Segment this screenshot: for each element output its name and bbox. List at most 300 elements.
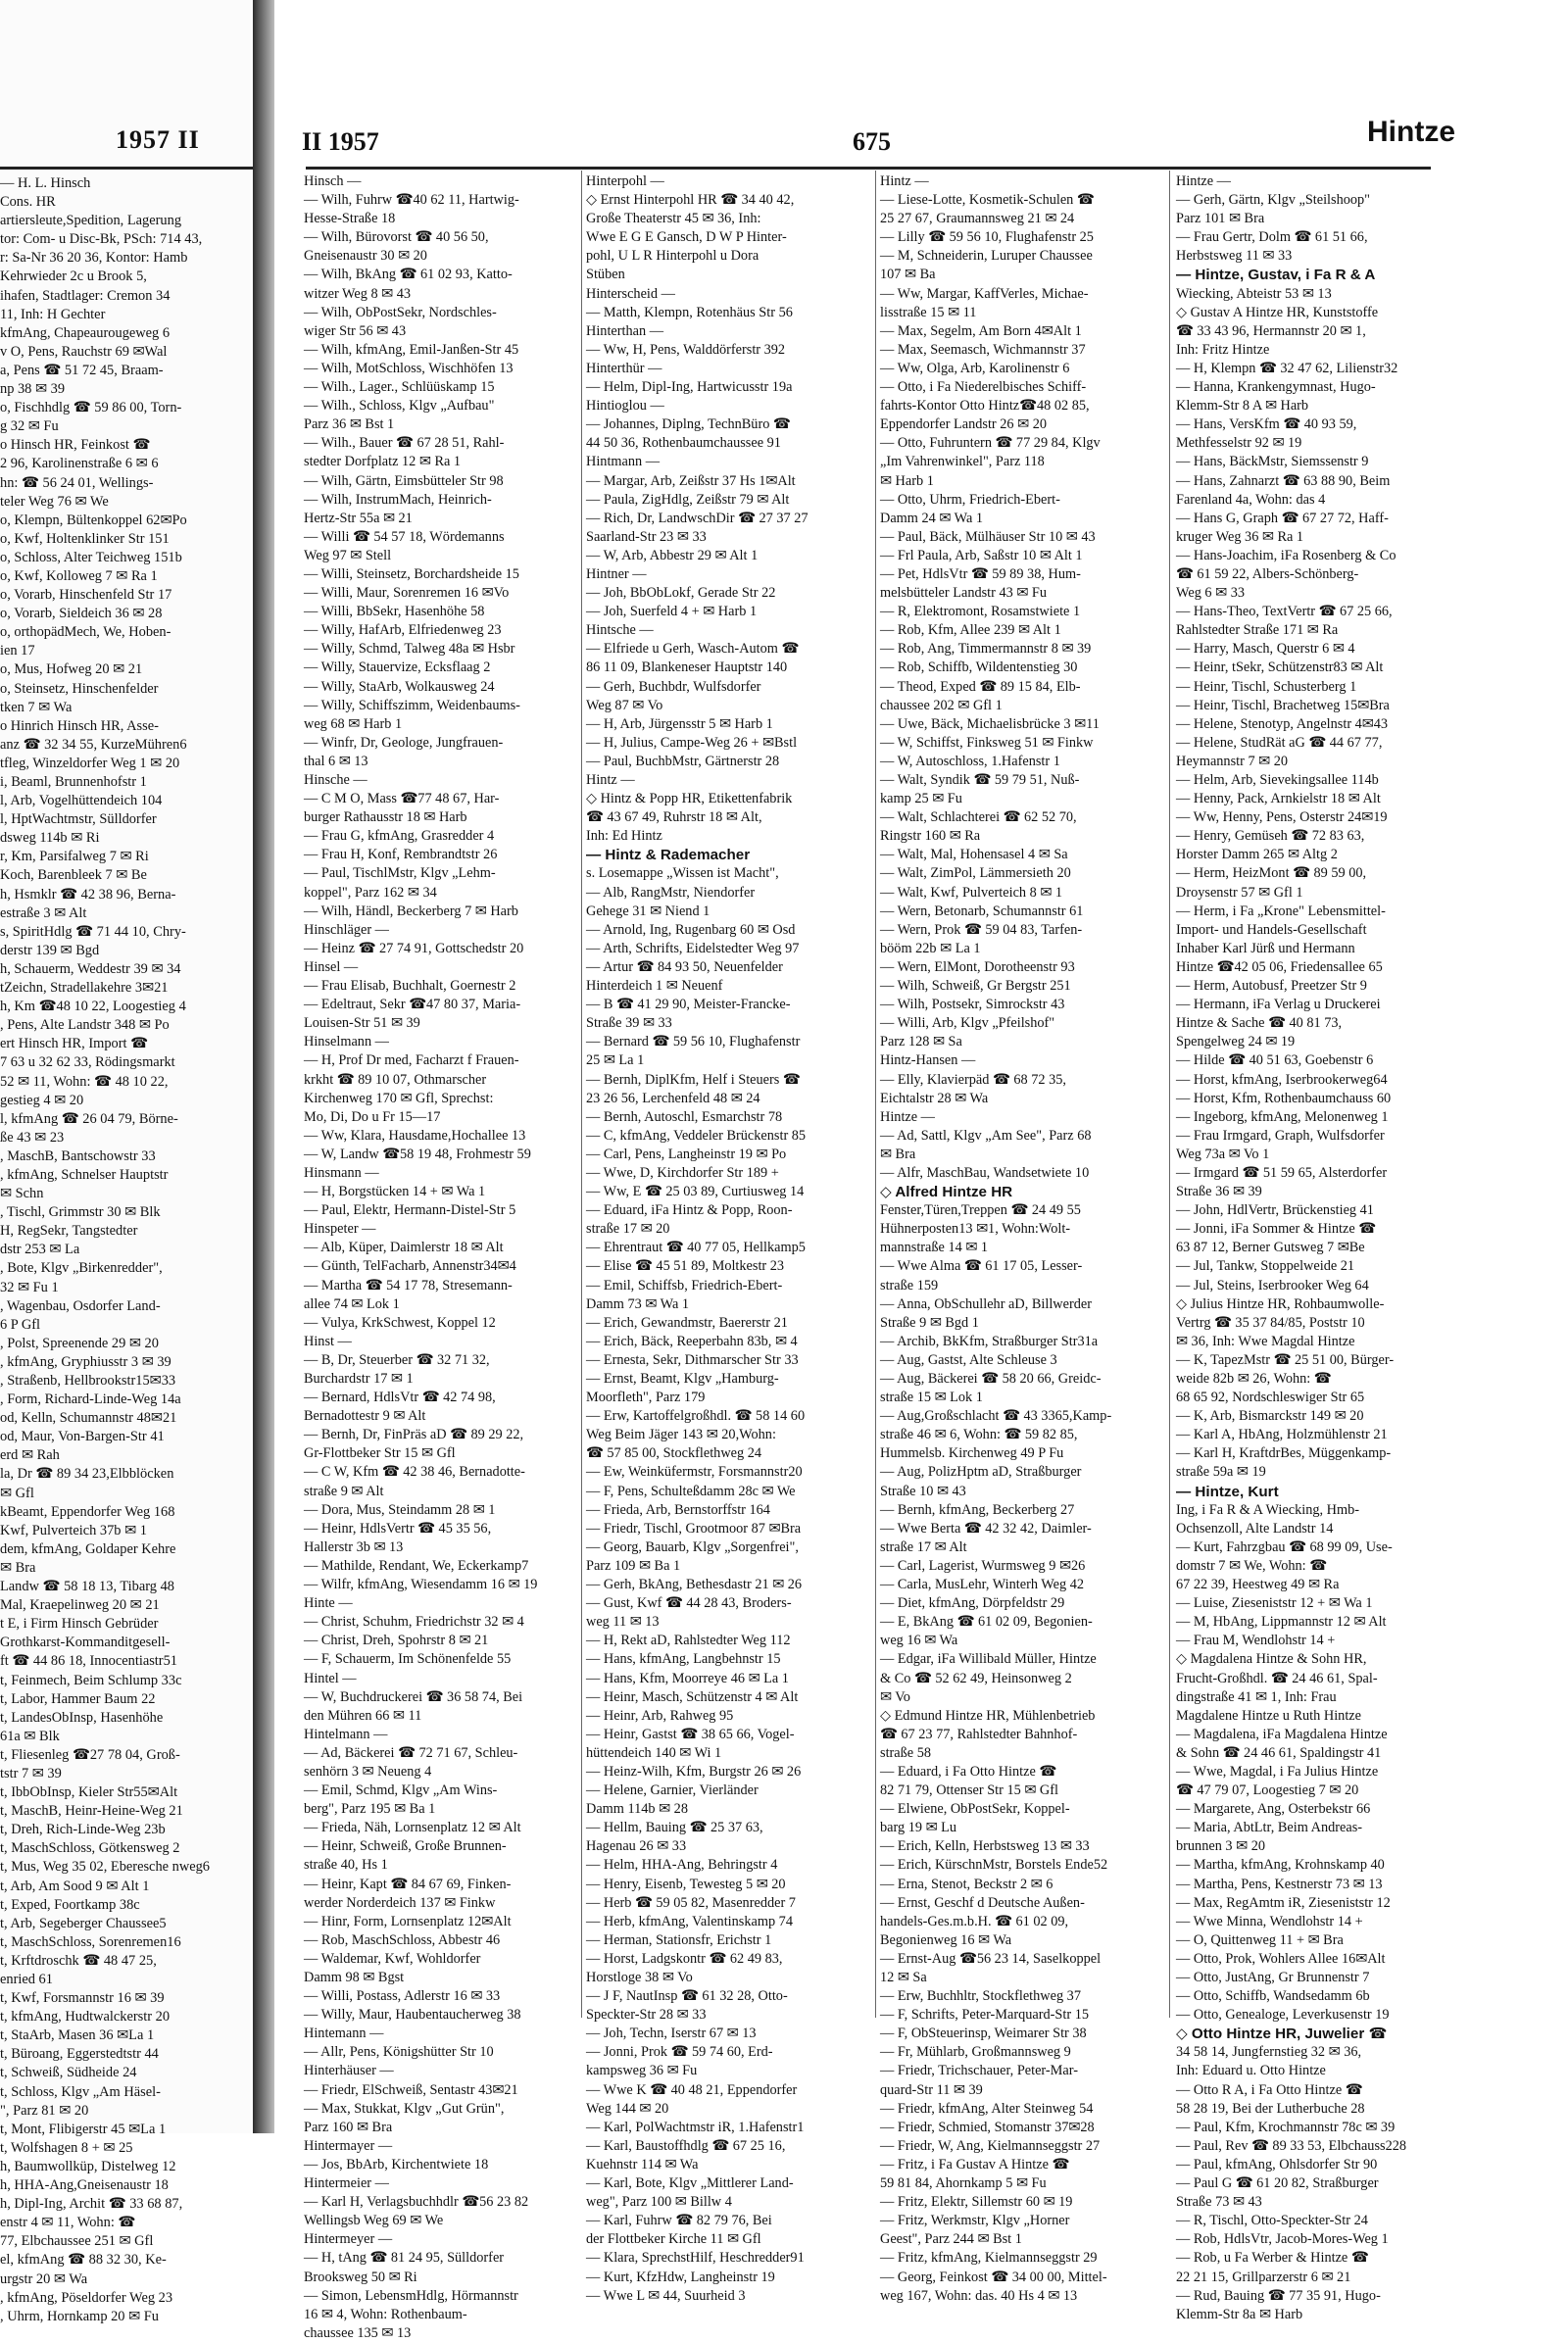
directory-entry-line: t E, i Firm Hinsch Gebrüder	[0, 1616, 159, 1633]
directory-entry-line: Hinte —	[304, 1595, 353, 1612]
directory-entry-line: o Hinrich Hinsch HR, Asse-	[0, 717, 159, 734]
directory-entry-line: Heymannstr 7 ✉ 20	[1176, 753, 1289, 769]
directory-entry-line: — Henry, Gemüseh ☎ 72 83 63,	[1176, 828, 1365, 845]
directory-entry-line: — K, TapezMstr ☎ 25 51 00, Bürger-	[1176, 1351, 1395, 1368]
directory-entry-line: t, Arb, Am Sood 9 ✉ Alt 1	[0, 1878, 150, 1894]
directory-entry-line: — M, HbAng, Lippmannstr 12 ✉ Alt	[1176, 1614, 1387, 1631]
directory-entry-line: 58 28 19, Bei der Lutherbuche 28	[1176, 2100, 1365, 2117]
directory-entry-line: ✉ 36, Inh: Wwe Magdal Hintze	[1176, 1333, 1355, 1349]
directory-entry-line: — Paul G ☎ 61 20 82, Straßburger	[1176, 2175, 1379, 2192]
directory-entry-line: Begonienweg 16 ✉ Wa	[880, 1931, 1012, 1948]
column-divider	[875, 171, 876, 2018]
left-page-header: 1957 II	[116, 125, 200, 154]
directory-entry-line: — Ernst-Aug ☎56 23 14, Saselkoppel	[880, 1950, 1102, 1967]
directory-entry-line: — Hans-Joachim, iFa Rosenberg & Co	[1176, 547, 1396, 563]
directory-entry-line: — Heinr, tSekr, Schützenstr83 ✉ Alt	[1176, 659, 1384, 676]
directory-entry-line: — Alb, RangMstr, Niendorfer	[586, 884, 756, 901]
directory-entry-line: kamp 25 ✉ Fu	[880, 791, 962, 807]
directory-entry-line: — Carla, MusLehr, Winterh Weg 42	[880, 1577, 1085, 1593]
directory-entry-line: t, kfmAng, Hudtwalckerstr 20	[0, 2009, 171, 2026]
directory-entry-line: — Otto, JustAng, Gr Brunnenstr 7	[1176, 1970, 1370, 1985]
directory-entry-line: Horstloge 38 ✉ Vo	[586, 1970, 693, 1985]
directory-entry-line: straße 159	[880, 1277, 939, 1294]
directory-entry-line: — Wilh., Bauer ☎ 67 28 51, Rahl-	[304, 435, 505, 452]
directory-entry-line: — Fritz, Werkmstr, Klgv „Horner	[880, 2213, 1070, 2229]
directory-entry-line: — Willy, Maur, Haubentaucherweg 38	[304, 2007, 521, 2024]
directory-entry-line: Damm 73 ✉ Wa 1	[586, 1295, 690, 1312]
directory-entry-line: o, Kwf, Kolloweg 7 ✉ Ra 1	[0, 567, 158, 584]
directory-entry-line: — F, ObSteuerinsp, Weimarer Str 38	[880, 2026, 1087, 2042]
directory-entry-line: — Christ, Schuhm, Friedrichstr 32 ✉ 4	[304, 1614, 524, 1631]
directory-entry-line: chaussee 135 ✉ 13	[304, 2324, 412, 2341]
directory-entry-line: 7 63 u 32 62 33, Rödingsmarkt	[0, 1054, 175, 1071]
directory-entry-line: — Wwe L ✉ 44, Suurheid 3	[586, 2287, 746, 2304]
directory-entry-line: o, Kwf, Holtenklinker Str 151	[0, 530, 170, 547]
directory-entry-line: — Elly, Klavierpäd ☎ 68 72 35,	[880, 1071, 1066, 1088]
directory-entry-line: Geest", Parz 244 ✉ Bst 1	[880, 2231, 1022, 2248]
directory-entry-line: — Friedr, Tischl, Grootmoor 87 ✉Bra	[586, 1520, 802, 1537]
directory-entry-line: 16 ✉ 4, Wohn: Rothenbaum-	[304, 2306, 467, 2322]
directory-entry-line: Parz 109 ✉ Ba 1	[586, 1557, 681, 1574]
page-number: 675	[853, 127, 891, 156]
directory-entry-line: — Frau H, Konf, Rembrandtstr 26	[304, 847, 498, 863]
directory-entry-line: urgstr 20 ✉ Wa	[0, 2270, 88, 2287]
directory-entry-line: — Wilh, Schweiß, Gr Bergstr 251	[880, 978, 1071, 995]
directory-entry-line: — Frl Paula, Arb, Saßstr 10 ✉ Alt 1	[880, 547, 1083, 563]
directory-entry-line: — Friedr, ElSchweiß, Sentastr 43✉21	[304, 2081, 518, 2098]
directory-entry-line: np 38 ✉ 39	[0, 381, 66, 398]
directory-entry-line: thal 6 ✉ 13	[304, 753, 368, 769]
directory-entry-line: — Wern, Prok ☎ 59 04 83, Tarfen-	[880, 921, 1083, 938]
directory-entry-line: ✉ Bra	[880, 1146, 916, 1162]
directory-entry-line: — Vulya, KrkSchwest, Koppel 12	[304, 1314, 496, 1331]
directory-entry-line: Hintmann —	[586, 454, 661, 470]
directory-entry-line: 23 26 56, Lerchenfeld 48 ✉ 24	[586, 1090, 760, 1106]
directory-entry-line: — Otto, Prok, Wohlers Allee 16✉Alt	[1176, 1950, 1386, 1967]
directory-entry-line: t, Krftdroschk ☎ 48 47 25,	[0, 1952, 157, 1969]
directory-entry-line: — Helm, Dipl-Ing, Hartwicusstr 19a	[586, 379, 793, 396]
directory-entry-line: straße 59a ✉ 19	[1176, 1464, 1266, 1481]
directory-entry-line: Straße 36 ✉ 39	[1176, 1184, 1262, 1200]
directory-entry-line: — H, Prof Dr med, Facharzt f Frauen-	[304, 1052, 519, 1069]
directory-entry-line: Magdalene Hintze u Ruth Hintze	[1176, 1707, 1361, 1724]
directory-entry-line: Gehege 31 ✉ Niend 1	[586, 903, 710, 919]
directory-entry-line: o, orthopädMech, We, Hoben-	[0, 624, 172, 641]
directory-entry-line: — Frau M, Wendlohstr 14 +	[1176, 1633, 1336, 1649]
directory-entry-line: straße 15 ✉ Lok 1	[880, 1390, 983, 1406]
directory-entry-line: Frucht-Großhdl. ☎ 24 46 61, Spal-	[1176, 1670, 1378, 1686]
directory-entry-line: ◇ Gustav A Hintze HR, Kunststoffe	[1176, 304, 1379, 320]
directory-entry-line: kfmAng, Chapeaurougeweg 6	[0, 324, 171, 341]
directory-entry-line: — Aug, Gastst, Alte Schleuse 3	[880, 1351, 1057, 1368]
directory-entry-line: Hesse-Straße 18	[304, 211, 396, 227]
directory-entry-line: Weg 144 ✉ 20	[586, 2100, 669, 2117]
directory-entry-line: Moorfleth", Parz 179	[586, 1390, 706, 1406]
directory-entry-line: — Irmgard ☎ 51 59 65, Alsterdorfer	[1176, 1164, 1388, 1181]
directory-entry-line: Gr-Flottbeker Str 15 ✉ Gfl	[304, 1445, 456, 1462]
directory-entry-line: Hinsche —	[304, 772, 368, 788]
directory-entry-line: straße 17 ✉ 20	[586, 1221, 670, 1238]
directory-entry-line: ◇ Otto Hintze HR, Juwelier ☎	[1176, 2026, 1388, 2043]
directory-entry-line: kBeamt, Eppendorfer Weg 168	[0, 1503, 175, 1520]
directory-entry-line: — F, Schrifts, Peter-Marquard-Str 15	[880, 2007, 1089, 2024]
directory-entry-line: od, Maur, Von-Bargen-Str 41	[0, 1429, 165, 1445]
directory-entry-line: — Rob, u Fa Werber & Hintze ☎	[1176, 2250, 1369, 2267]
directory-entry-line: Hintze ☎42 05 06, Friedensallee 65	[1176, 958, 1383, 975]
directory-entry-line: ◇ Julius Hintze HR, Rohbaumwolle-	[1176, 1295, 1385, 1312]
directory-entry-line: tZeichn, Stradellakehre 3✉21	[0, 980, 169, 997]
directory-entry-line: — Herman, Stationsfr, Erichstr 1	[586, 1931, 772, 1948]
directory-entry-line: el, kfmAng ☎ 88 32 30, Ke-	[0, 2252, 167, 2269]
directory-entry-line: — E, BkAng ☎ 61 02 09, Begonien-	[880, 1614, 1093, 1631]
directory-entry-line: — Friedr, Trichschauer, Peter-Mar-	[880, 2063, 1078, 2079]
directory-entry-line: — Mathilde, Rendant, We, Eckerkamp7	[304, 1557, 529, 1574]
directory-entry-line: — Johannes, Diplng, TechnBüro ☎	[586, 416, 791, 433]
directory-entry-line: — Fritz, Elektr, Sillemstr 60 ✉ 19	[880, 2194, 1073, 2211]
directory-entry-line: — Karl, Bote, Klgv „Mittlerer Land-	[586, 2175, 794, 2192]
directory-entry-line: — Wilh, Postsekr, Simrockstr 43	[880, 997, 1065, 1013]
directory-entry-line: 52 ✉ 11, Wohn: ☎ 48 10 22,	[0, 1073, 169, 1090]
directory-entry-line: — Ernst, Geschf d Deutsche Außen-	[880, 1894, 1085, 1911]
directory-entry-line: — Herb, kfmAng, Valentinskamp 74	[586, 1913, 793, 1929]
directory-entry-line: ✉ Gfl	[0, 1485, 34, 1501]
directory-entry-line: — Maria, AbtLtr, Beim Andreas-	[1176, 1820, 1363, 1836]
directory-entry-line: t, Wolfshagen 8 + ✉ 25	[0, 2139, 133, 2156]
directory-entry-line: Mal, Kraepelinweg 20 ✉ 21	[0, 1597, 160, 1614]
directory-entry-line: — Walt, Kwf, Pulverteich 8 ✉ 1	[880, 884, 1063, 901]
directory-entry-line: ert Hinsch HR, Import ☎	[0, 1036, 149, 1052]
directory-entry-line: — H, Julius, Campe-Weg 26 + ✉Bstl	[586, 734, 798, 751]
directory-entry-line: Hintze & Sache ☎ 40 81 73,	[1176, 1015, 1343, 1032]
directory-entry-line: , kfmAng, Schnelser Hauptstr	[0, 1166, 169, 1183]
directory-entry-line: — Georg, Bauarb, Klgv „Sorgenfrei",	[586, 1538, 799, 1555]
directory-entry-line: weide 82b ✉ 26, Wohn: ☎	[1176, 1371, 1332, 1387]
directory-entry-line: — Rob, Ang, Timmermannstr 8 ✉ 39	[880, 641, 1092, 658]
directory-entry-line: — Karl H, Verlagsbuchhdlr ☎56 23 82	[304, 2194, 529, 2211]
directory-entry-line: Hintel —	[304, 1670, 357, 1686]
directory-entry-line: — Ww, Klara, Hausdame,Hochallee 13	[304, 1127, 526, 1144]
directory-entry-line: pohl, U L R Hinterpohl u Dora	[586, 248, 760, 265]
directory-entry-line: — Fritz, kfmAng, Kielmannseggstr 29	[880, 2250, 1098, 2267]
directory-entry-line: — Hintze, Gustav, i Fa R & A	[1176, 267, 1376, 284]
directory-entry-line: ☎ 57 85 00, Stockflethweg 24	[586, 1445, 762, 1462]
directory-entry-line: — Erich, Gewandmstr, Baererstr 21	[586, 1314, 788, 1331]
directory-entry-line: — Simon, LebensmHdlg, Hörmannstr	[304, 2287, 518, 2304]
directory-entry-line: o, Vorarb, Hinschenfeld Str 17	[0, 587, 172, 604]
directory-entry-line: — Otto, Genealoge, Leverkusenstr 19	[1176, 2007, 1390, 2024]
directory-entry-line: Hinst —	[304, 1333, 352, 1349]
directory-entry-line: Hintsche —	[586, 622, 654, 639]
directory-entry-line: Straße 10 ✉ 43	[880, 1483, 966, 1499]
directory-entry-line: — Bernard, HdlsVtr ☎ 42 74 98,	[304, 1390, 496, 1406]
directory-entry-line: Eichtalstr 28 ✉ Wa	[880, 1090, 989, 1106]
directory-entry-line: o, Schloss, Alter Teichweg 151b	[0, 549, 182, 565]
directory-entry-line: s, SpiritHdlg ☎ 71 44 10, Chry-	[0, 923, 186, 940]
directory-entry-line: — H, tAng ☎ 81 24 95, Sülldorfer	[304, 2250, 505, 2267]
directory-entry-line: weg 11 ✉ 13	[586, 1614, 660, 1631]
directory-entry-line: Farenland 4a, Wohn: das 4	[1176, 491, 1326, 508]
directory-entry-line: — Walt, ZimPol, Lämmersieth 20	[880, 865, 1071, 882]
directory-entry-line: — Margar, Arb, Zeißstr 37 Hs 1✉Alt	[586, 472, 796, 489]
directory-entry-line: — Ww, Olga, Arb, Karolinenstr 6	[880, 360, 1070, 376]
directory-entry-line: g 32 ✉ Fu	[0, 418, 59, 435]
directory-entry-line: — Margarete, Ang, Osterbekstr 66	[1176, 1801, 1371, 1818]
directory-entry-line: — Hans, Kfm, Moorreye 46 ✉ La 1	[586, 1670, 789, 1686]
directory-entry-line: weg 68 ✉ Harb 1	[304, 715, 403, 732]
directory-entry-line: 32 ✉ Fu 1	[0, 1279, 59, 1295]
directory-entry-line: 6 P Gfl	[0, 1316, 41, 1333]
directory-entry-line: senhörn 3 ✉ Neueng 4	[304, 1763, 432, 1780]
directory-entry-line: o, Steinsetz, Hinschenfelder	[0, 680, 159, 697]
directory-entry-line: krkht ☎ 89 10 07, Othmarscher	[304, 1071, 487, 1088]
directory-entry-line: — Fr, Mühlarb, Großmannsweg 9	[880, 2044, 1071, 2061]
directory-entry-line: o, Klempn, Bültenkoppel 62✉Po	[0, 512, 187, 528]
directory-entry-line: Hallerstr 3b ✉ 13	[304, 1538, 404, 1555]
directory-entry-line: — Max, Seemasch, Wichmannstr 37	[880, 341, 1086, 358]
directory-entry-line: — Heinr, HdlsVertr ☎ 45 35 56,	[304, 1520, 492, 1537]
left-header-rule	[0, 167, 253, 170]
directory-entry-line: — Hinr, Form, Lornsenplatz 12✉Alt	[304, 1913, 512, 1929]
directory-entry-line: — Theod, Exped ☎ 89 15 84, Elb-	[880, 678, 1081, 695]
directory-entry-line: Klemm-Str 8a ✉ Harb	[1176, 2306, 1303, 2322]
directory-entry-line: dsweg 114b ✉ Ri	[0, 830, 100, 847]
directory-entry-line: — Erna, Stenot, Beckstr 2 ✉ 6	[880, 1876, 1054, 1892]
directory-entry-line: t, Schweiß, Südheide 24	[0, 2065, 137, 2081]
directory-entry-line: gestieg 4 ✉ 20	[0, 1092, 84, 1108]
directory-entry-line: — F, Pens, Schulteßdamm 28c ✉ We	[586, 1483, 796, 1499]
directory-entry-line: 11, Inh: H Gechter	[0, 306, 106, 322]
directory-entry-line: — Gerh, Gärtn, Klgv „Steilshoop"	[1176, 192, 1371, 209]
directory-entry-line: ft ☎ 44 86 18, Innocentiastr51	[0, 1653, 177, 1670]
directory-entry-line: Herbstsweg 11 ✉ 33	[1176, 248, 1293, 265]
directory-entry-line: — J F, NautInsp ☎ 61 32 28, Otto-	[586, 1988, 788, 2005]
directory-entry-line: Louisen-Str 51 ✉ 39	[304, 1015, 420, 1032]
directory-entry-line: — Heinr, Gastst ☎ 38 65 66, Vogel-	[586, 1726, 795, 1742]
directory-entry-line: — Heinz-Wilh, Kfm, Burgstr 26 ✉ 26	[586, 1763, 802, 1780]
directory-entry-line: t, MaschB, Heinr-Heine-Weg 21	[0, 1803, 183, 1820]
directory-entry-line: chaussee 202 ✉ Gfl 1	[880, 697, 1003, 713]
directory-entry-line: — Paul, Bäck, Mülhäuser Str 10 ✉ 43	[880, 528, 1096, 545]
directory-entry-line: — Aug, Bäckerei ☎ 58 20 66, Greidc-	[880, 1371, 1102, 1387]
directory-entry-line: straße 40, Hs 1	[304, 1857, 388, 1874]
directory-entry-line: la, Dr ☎ 89 34 23,Elbblöcken	[0, 1466, 174, 1483]
directory-entry-line: — Carl, Pens, Langheinstr 19 ✉ Po	[586, 1146, 787, 1162]
directory-entry-line: — Martha ☎ 54 17 78, Stresemann-	[304, 1277, 513, 1294]
directory-entry-line: — Otto, Uhrm, Friedrich-Ebert-	[880, 491, 1060, 508]
directory-entry-line: 2 96, Karolinenstraße 6 ✉ 6	[0, 456, 159, 472]
directory-column-1	[304, 172, 578, 2343]
directory-entry-line: — Horst, kfmAng, Iserbrookerweg64	[1176, 1071, 1388, 1088]
directory-entry-line: l, Arb, Vogelhüttendeich 104	[0, 793, 163, 809]
directory-entry-line: — Hermann, iFa Verlag u Druckerei	[1176, 997, 1381, 1013]
directory-entry-line: straße 17 ✉ Alt	[880, 1538, 967, 1555]
directory-entry-line: s. Losemappe „Wissen ist Macht",	[586, 865, 779, 882]
directory-entry-line: Weg 97 ✉ Stell	[304, 547, 392, 563]
directory-entry-line: — Alb, Küper, Daimlerstr 18 ✉ Alt	[304, 1240, 504, 1256]
directory-entry-line: — Carl, Lagerist, Wurmsweg 9 ✉26	[880, 1557, 1086, 1574]
directory-entry-line: — Erich, KürschnMstr, Borstels Ende52	[880, 1857, 1108, 1874]
directory-entry-line: — Allr, Pens, Königshütter Str 10	[304, 2044, 494, 2061]
directory-entry-line: erd ✉ Rah	[0, 1447, 60, 1464]
directory-entry-line: — Willi, Postass, Adlerstr 16 ✉ 33	[304, 1988, 501, 2005]
directory-entry-line: — Walt, Mal, Hohensasel 4 ✉ Sa	[880, 847, 1068, 863]
directory-entry-line: tstr 7 ✉ 39	[0, 1765, 62, 1782]
directory-entry-line: — Elise ☎ 45 51 89, Moltkestr 23	[586, 1258, 785, 1275]
directory-entry-line: Hertz-Str 55a ✉ 21	[304, 510, 413, 526]
directory-entry-line: derstr 139 ✉ Bgd	[0, 942, 100, 958]
directory-entry-line: — H, Arb, Jürgensstr 5 ✉ Harb 1	[586, 715, 773, 732]
directory-entry-line: 44 50 36, Rothenbaumchaussee 91	[586, 435, 781, 452]
directory-entry-line: od, Kelln, Schumannstr 48✉21	[0, 1410, 177, 1427]
directory-entry-line: — Jul, Steins, Iserbrooker Weg 64	[1176, 1277, 1369, 1294]
directory-entry-line: — Heinr, Masch, Schützenstr 4 ✉ Alt	[586, 1688, 799, 1705]
directory-entry-line: ◇ Hintz & Popp HR, Etikettenfabrik	[586, 791, 793, 807]
directory-entry-line: — Edeltraut, Sekr ☎47 80 37, Maria-	[304, 997, 521, 1013]
directory-entry-line: brunnen 3 ✉ 20	[1176, 1838, 1265, 1855]
directory-entry-line: — Frau Irmgard, Graph, Wulfsdorfer	[1176, 1127, 1385, 1144]
directory-entry-line: l, kfmAng ☎ 26 04 79, Börne-	[0, 1110, 178, 1127]
directory-entry-line: a, Pens ☎ 51 72 45, Braam-	[0, 362, 164, 378]
directory-entry-line: — Eduard, i Fa Otto Hintze ☎	[880, 1763, 1057, 1780]
directory-entry-line: o, Mus, Hofweg 20 ✉ 21	[0, 661, 143, 678]
directory-entry-line: ◇ Edmund Hintze HR, Mühlenbetrieb	[880, 1707, 1096, 1724]
directory-entry-line: straße 46 ✉ 6, Wohn: ☎ 59 82 85,	[880, 1427, 1078, 1443]
directory-entry-line: Damm 98 ✉ Bgst	[304, 1970, 405, 1985]
directory-entry-line: h, Dipl-Ing, Archit ☎ 33 68 87,	[0, 2196, 183, 2213]
directory-entry-line: Cons. HR	[0, 194, 56, 211]
directory-entry-line: Hintz-Hansen —	[880, 1052, 976, 1069]
directory-entry-line: berg", Parz 195 ✉ Ba 1	[304, 1801, 436, 1818]
directory-entry-line: ☎ 33 43 96, Hermannstr 20 ✉ 1,	[1176, 322, 1366, 339]
directory-entry-line: — Emil, Schiffsb, Friedrich-Ebert-	[586, 1277, 783, 1294]
directory-entry-line: bööm 22b ✉ La 1	[880, 940, 981, 956]
directory-entry-line: — Willi, Maur, Sorenremen 16 ✉Vo	[304, 585, 510, 602]
directory-entry-line: — Hanna, Krankengymnast, Hugo-	[1176, 379, 1376, 396]
directory-entry-line: — Herm, HeizMont ☎ 89 59 00,	[1176, 865, 1367, 882]
directory-entry-line: — Ernesta, Sekr, Dithmarscher Str 33	[586, 1351, 799, 1368]
directory-entry-line: Burchardstr 17 ✉ 1	[304, 1371, 414, 1387]
directory-entry-line: ☎ 47 79 07, Loogestieg 7 ✉ 20	[1176, 1782, 1359, 1799]
directory-entry-line: ◇ Magdalena Hintze & Sohn HR,	[1176, 1651, 1367, 1668]
directory-entry-line: — Paula, ZigHdlg, Zeißstr 79 ✉ Alt	[586, 491, 790, 508]
directory-entry-line: — H, Borgstücken 14 + ✉ Wa 1	[304, 1184, 486, 1200]
directory-entry-line: 59 81 84, Ahornkamp 5 ✉ Fu	[880, 2175, 1047, 2192]
directory-entry-line: — Klara, SprechstHilf, Heschredder91	[586, 2250, 805, 2267]
directory-entry-line: Hummelsb. Kirchenweg 49 P Fu	[880, 1445, 1064, 1462]
directory-entry-line: t, MaschSchloss, Sorenremen16	[0, 1933, 181, 1950]
directory-entry-line: Hintner —	[586, 565, 647, 582]
directory-entry-line: — Rob, HdlsVtr, Jacob-Mores-Weg 1	[1176, 2231, 1389, 2248]
directory-entry-line: , Polst, Spreenende 29 ✉ 20	[0, 1335, 159, 1351]
directory-entry-line: — Karl, Baustoffhdlg ☎ 67 25 16,	[586, 2137, 786, 2154]
directory-entry-line: — Günth, TelFacharb, Annenstr34✉4	[304, 1258, 516, 1275]
directory-entry-line: 25 ✉ La 1	[586, 1052, 645, 1069]
directory-entry-line: ◇ Ernst Hinterpohl HR ☎ 34 40 42,	[586, 192, 795, 209]
directory-entry-line: — Paul, Elektr, Hermann-Distel-Str 5	[304, 1202, 516, 1219]
directory-entry-line: — Magdalena, iFa Magdalena Hintze	[1176, 1726, 1388, 1742]
directory-entry-line: — Erich, Kelln, Herbstsweg 13 ✉ 33	[880, 1838, 1090, 1855]
directory-entry-line: Inhaber Karl Jürß und Hermann	[1176, 940, 1355, 956]
directory-entry-line: enried 61	[0, 1972, 53, 1987]
directory-entry-line: r, Km, Parsifalweg 7 ✉ Ri	[0, 849, 149, 865]
directory-entry-line: h, Baumwollküp, Distelweg 12	[0, 2158, 176, 2174]
directory-entry-line: — Rob, MaschSchloss, Abbestr 46	[304, 1931, 501, 1948]
directory-entry-line: 67 22 39, Heestweg 49 ✉ Ra	[1176, 1577, 1340, 1593]
directory-entry-line: — Anna, ObSchullehr aD, Billwerder	[880, 1295, 1092, 1312]
directory-entry-line: tor: Com- u Disc-Bk, PSch: 714 43,	[0, 231, 203, 248]
directory-entry-line: — Jonni, Prok ☎ 59 74 60, Erd-	[586, 2044, 773, 2061]
directory-entry-line: — Hans, BäckMstr, Siemssenstr 9	[1176, 454, 1369, 470]
directory-entry-line: h, HHA-Ang,Gneisenaustr 18	[0, 2177, 169, 2194]
directory-entry-line: kruger Weg 36 ✉ Ra 1	[1176, 528, 1304, 545]
directory-entry-line: Landw ☎ 58 18 13, Tibarg 48	[0, 1579, 174, 1595]
directory-entry-line: — Waldemar, Kwf, Wohldorfer	[304, 1950, 481, 1967]
directory-entry-line: 82 71 79, Ottenser Str 15 ✉ Gfl	[880, 1782, 1058, 1799]
directory-entry-line: — Walt, Syndik ☎ 59 79 51, Nuß-	[880, 772, 1080, 788]
directory-entry-line: , Straßenb, Hellbrookstr15✉33	[0, 1373, 176, 1389]
directory-entry-line: Straße 73 ✉ 43	[1176, 2194, 1262, 2211]
directory-entry-line: — Wilh, Fuhrw ☎40 62 11, Hartwig-	[304, 192, 519, 209]
directory-entry-line: — Gerh, Buchbdr, Wulfsdorfer	[586, 678, 761, 695]
directory-entry-line: — Wilh, InstrumMach, Heinrich-	[304, 491, 492, 508]
directory-entry-line: , kfmAng, Gryphiusstr 3 ✉ 39	[0, 1353, 172, 1370]
directory-entry-line: 77, Elbchaussee 251 ✉ Gfl	[0, 2233, 154, 2250]
directory-entry-line: — Christ, Dreh, Spohrstr 8 ✉ 21	[304, 1633, 489, 1649]
directory-entry-line: — Joh, Suerfeld 4 + ✉ Harb 1	[586, 604, 758, 620]
directory-entry-line: — Gerh, BkAng, Bethesdastr 21 ✉ 26	[586, 1577, 803, 1593]
directory-entry-line: — Heinr, Tischl, Brachetweg 15✉Bra	[1176, 697, 1390, 713]
directory-entry-line: — Helene, StudRät aG ☎ 44 67 77,	[1176, 734, 1383, 751]
directory-entry-line: H, RegSekr, Tangstedter	[0, 1223, 138, 1240]
directory-entry-line: — Hans, Zahnarzt ☎ 63 88 90, Beim	[1176, 472, 1391, 489]
directory-entry-line: — Emil, Schmd, Klgv „Am Wins-	[304, 1782, 498, 1799]
directory-entry-line: Fenster,Türen,Treppen ☎ 24 49 55	[880, 1202, 1081, 1219]
directory-entry-line: o Hinsch HR, Feinkost ☎	[0, 437, 151, 454]
directory-entry-line: — R, Tischl, Otto-Speckter-Str 24	[1176, 2213, 1368, 2229]
directory-entry-line: t, Dreh, Rich-Linde-Weg 23b	[0, 1822, 166, 1838]
directory-entry-line: — Artur ☎ 84 93 50, Neuenfelder	[586, 958, 783, 975]
directory-entry-line: — Archib, BkKfm, Straßburger Str31a	[880, 1333, 1099, 1349]
directory-entry-line: ✉ Harb 1	[880, 472, 934, 489]
directory-entry-line: Eppendorfer Landstr 26 ✉ 20	[880, 416, 1047, 433]
directory-entry-line: Brooksweg 50 ✉ Ri	[304, 2269, 417, 2285]
directory-entry-line: — Friedr, kfmAng, Alter Steinweg 54	[880, 2100, 1094, 2117]
directory-entry-line: Stüben	[586, 267, 625, 283]
directory-entry-line: t, Arb, Segeberger Chaussee5	[0, 1915, 167, 1931]
directory-entry-line: — Ww, E ☎ 25 03 89, Curtiusweg 14	[586, 1184, 805, 1200]
right-page	[274, 0, 1568, 2341]
directory-entry-line: — Matth, Klempn, Rotenhäus Str 56	[586, 304, 793, 320]
directory-entry-line: — Heinr, Tischl, Schusterberg 1	[1176, 678, 1357, 695]
directory-entry-line: ✉ Bra	[0, 1559, 36, 1576]
directory-entry-line: — Bernh, Autoschl, Esmarchstr 78	[586, 1108, 783, 1125]
directory-entry-line: Kehrwieder 2c u Brook 5,	[0, 268, 147, 285]
directory-entry-line: — Wwe Berta ☎ 42 32 42, Daimler-	[880, 1520, 1092, 1537]
directory-entry-line: — Herm, i Fa „Krone" Lebensmittel-	[1176, 903, 1386, 919]
directory-entry-line: — Helene, Stenotyp, Angelnstr 4✉43	[1176, 715, 1389, 732]
directory-entry-line: Grothkarst-Kommanditgesell-	[0, 1635, 171, 1651]
directory-entry-line: fahrts-Kontor Otto Hintz☎48 02 85,	[880, 398, 1090, 415]
directory-entry-line: — Wwe, Magdal, i Fa Julius Hintze	[1176, 1763, 1379, 1780]
directory-entry-line: enstr 4 ✉ 11, Wohn: ☎	[0, 2215, 136, 2231]
directory-entry-line: — Willy, Schiffszimm, Weidenbaums-	[304, 697, 520, 713]
directory-entry-line: — Walt, Schlachterei ☎ 62 52 70,	[880, 809, 1077, 826]
directory-entry-line: — Rud, Bauing ☎ 77 35 91, Hugo-	[1176, 2287, 1381, 2304]
directory-entry-line: Rahlstedter Straße 171 ✉ Ra	[1176, 622, 1339, 639]
directory-entry-line: ◇ Alfred Hintze HR	[880, 1184, 1013, 1201]
directory-entry-line: — Bernard ☎ 59 56 10, Flughafenstr	[586, 1034, 801, 1050]
directory-entry-line: — Jos, BbArb, Kirchentwiete 18	[304, 2156, 489, 2172]
